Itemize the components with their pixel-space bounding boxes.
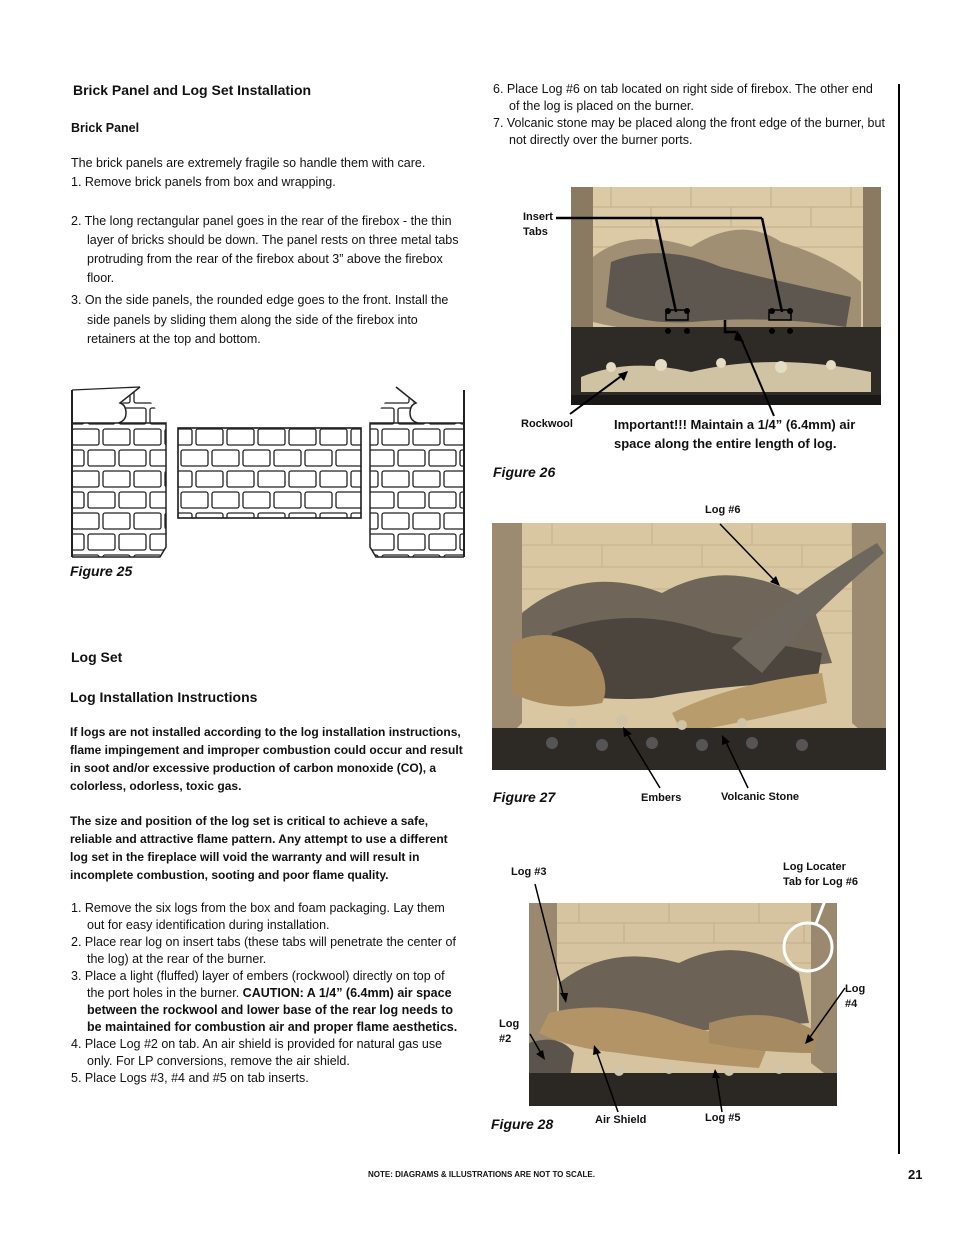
figure-28-caption: Figure 28 [491,1116,554,1132]
label-log-6: Log #6 [705,504,741,516]
log-step-1: 1. Remove the six logs from the box and foam packaging. Lay them out for easy identification during installation. [71,901,445,932]
important-air-space: Important!!! Maintain a 1/4” (6.4mm) air space along the entire length of log. [614,417,856,451]
section-title: Brick Panel and Log Set Installation [73,82,312,98]
figure-26-callouts [540,200,860,430]
log-step-3: 3. Place a light (fluffed) layer of embers (rockwool) directly on top of the port holes in the burner. CAUTION: A 1/4” (6.4mm) air space between the rockwool and lower base of the rear log needs to be maintained for combustion air and proper flame aesthetics. [71,969,458,1034]
footer-note: NOTE: DIAGRAMS & ILLUSTRATIONS ARE NOT TO SCALE. [368,1170,595,1179]
figure-25-brick-panels [70,385,466,560]
log-step-4: 4. Place Log #2 on tab. An air shield is provided for natural gas use only. For LP conversions, remove the air shield. [71,1037,443,1068]
brick-step-3: 3. On the side panels, the rounded edge goes to the front. Install the side panels by sliding them along the side of the firebox into retainers at the top and bottom. [71,293,449,346]
brick-panel-heading: Brick Panel [71,121,140,135]
figure-27-caption: Figure 27 [493,789,556,805]
log-set-heading: Log Set [71,649,123,665]
label-log-5: Log #5 [705,1112,741,1124]
label-rockwool: Rockwool [521,418,573,430]
label-log-4: Log #4 [845,983,866,1010]
log-instructions-heading: Log Installation Instructions [70,689,258,705]
page-number: 21 [908,1167,923,1182]
log-step-5: 5. Place Logs #3, #4 and #5 on tab inserts. [71,1071,309,1085]
caution-text: CAUTION: A 1/4” (6.4mm) air space between the rockwool and lower base of the rear log needs to be maintained for combustion air and proper flame aesthetics. [87,986,458,1034]
log-step-7: 7. Volcanic stone may be placed along the front edge of the burner, but not directly over the burner ports. [493,116,885,147]
label-embers: Embers [641,792,682,804]
label-volcanic-stone: Volcanic Stone [721,791,800,803]
label-log-locater-tab: Log Locater Tab for Log #6 [783,861,858,888]
label-air-shield: Air Shield [595,1114,647,1126]
log-step-6: 6. Place Log #6 on tab located on right side of firebox. The other end of the log is placed on the burner. [493,82,873,113]
warning-log-set: The size and position of the log set is critical to achieve a safe, reliable and attractive flame pattern. Any attempt to use a different log set in the fireplace will void the warranty and will result in incomplete combustion, sooting and poor flame quality. [70,814,448,882]
figure-27-callouts [480,510,900,810]
warning-co: If logs are not installed according to the log installation instructions, flame impingement and improper combustion could occur and result in soot and/or excessive production of carbon monoxide (CO), a colorless, odorless, toxic gas. [70,725,463,793]
log-step-2: 2. Place rear log on insert tabs (these tabs will penetrate the center of the log) at the rear of the burner. [71,935,456,966]
brick-intro: The brick panels are extremely fragile so handle them with care. [71,156,426,170]
figure-26-caption: Figure 26 [493,464,556,480]
brick-step-1: 1. Remove brick panels from box and wrapping. [71,175,336,189]
figure-28-callouts [490,880,870,1120]
label-log-3: Log #3 [511,866,547,878]
label-insert-tabs: Insert Tabs [523,211,553,238]
figure-25-caption: Figure 25 [70,563,133,579]
label-log-2: Log #2 [499,1018,520,1045]
brick-step-2: 2. The long rectangular panel goes in the rear of the firebox - the thin layer of bricks should be down. The panel rests on three metal tabs protruding from the rear of the firebox about 3” above the firebox floor. [71,214,459,285]
